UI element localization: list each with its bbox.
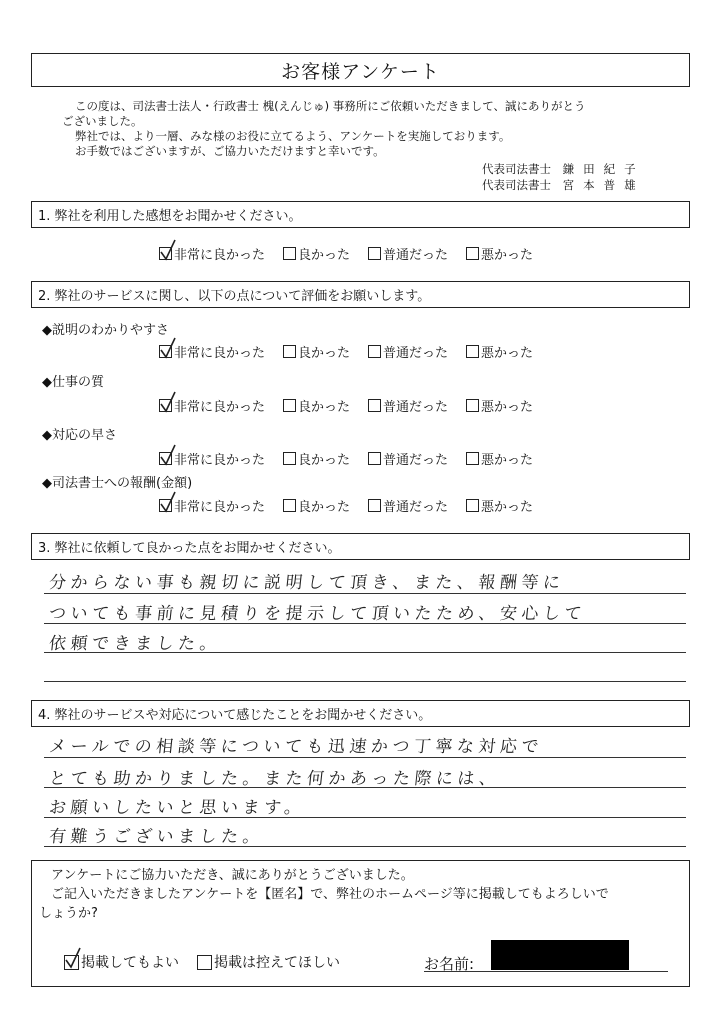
checkbox[interactable] [466, 399, 479, 412]
q2-item-3-options [159, 449, 551, 468]
option-label: 普通だった [383, 453, 449, 468]
checkbox[interactable] [368, 452, 381, 465]
option-bad[interactable] [466, 396, 533, 415]
option-label: 非常に良かった [174, 400, 266, 415]
q2-item-label: ◆対応の早さ [42, 428, 117, 443]
checkbox[interactable] [466, 499, 479, 512]
answer-rule [44, 757, 686, 758]
intro-line-1: この度は、司法書士法人・行政書士 槐(えんじゅ) 事務所にご依頼いただきまして、誠にありがとう [75, 99, 586, 113]
option-label: 良かった [298, 346, 351, 361]
option-label: 良かった [298, 500, 351, 515]
q2-item-2-options [159, 396, 551, 415]
option-average[interactable] [368, 496, 448, 515]
option-label: 非常に良かった [174, 500, 266, 515]
option-label: 悪かった [481, 500, 534, 515]
q4-answer-line: 有難うございました。 [48, 827, 266, 847]
consent-options [64, 952, 358, 972]
option-good[interactable] [283, 244, 350, 263]
footer-line-2: ご記入いただきましたアンケートを【匿名】で、弊社のホームページ等に掲載してもよろしいで [51, 887, 609, 902]
checkbox[interactable] [283, 452, 296, 465]
option-label: 普通だった [383, 248, 449, 263]
signatory-1 [482, 161, 645, 177]
q3-answer-line: ついても事前に見積りを提示して頂いたため、安心して [48, 604, 587, 624]
checkbox[interactable] [283, 247, 296, 260]
signatory-name: 鎌田紀子 [562, 162, 645, 176]
intro-line-4: お手数ではございますが、ご協力いただけますと幸いです。 [75, 144, 385, 158]
survey-title: お客様アンケート [31, 53, 690, 87]
q1-heading: 1. 弊社を利用した感想をお聞かせください。 [31, 201, 690, 228]
option-average[interactable] [368, 244, 448, 263]
option-good[interactable] [283, 496, 350, 515]
checkbox[interactable] [159, 452, 172, 465]
consent-decline[interactable] [197, 952, 340, 972]
checkbox[interactable] [283, 399, 296, 412]
checkbox[interactable] [368, 499, 381, 512]
checkbox[interactable] [64, 955, 79, 970]
option-label: 良かった [298, 400, 351, 415]
name-label: お名前: [424, 955, 475, 973]
q2-item-label: ◆仕事の質 [42, 375, 104, 390]
option-label: 良かった [298, 248, 351, 263]
checkbox[interactable] [466, 345, 479, 358]
checkbox[interactable] [159, 247, 172, 260]
option-bad[interactable] [466, 342, 533, 361]
q4-answer-line: お願いしたいと思います。 [48, 798, 307, 818]
intro-line-2: ございました。 [62, 114, 143, 128]
option-very-good[interactable] [159, 396, 265, 415]
option-average[interactable] [368, 342, 448, 361]
option-very-good[interactable] [159, 342, 265, 361]
q2-item-4-options [159, 496, 551, 515]
option-good[interactable] [283, 396, 350, 415]
answer-rule [44, 846, 686, 847]
redacted-name [491, 940, 629, 970]
option-good[interactable] [283, 342, 350, 361]
checkbox[interactable] [283, 499, 296, 512]
answer-rule [44, 623, 686, 624]
q2-heading: 2. 弊社のサービスに関し、以下の点について評価をお願いします。 [31, 281, 690, 308]
checkbox[interactable] [159, 399, 172, 412]
option-label: 悪かった [481, 453, 534, 468]
option-label: 非常に良かった [174, 346, 266, 361]
checkbox[interactable] [368, 399, 381, 412]
q3-heading: 3. 弊社に依頼して良かった点をお聞かせください。 [31, 533, 690, 560]
answer-rule [44, 787, 686, 788]
checkbox[interactable] [368, 247, 381, 260]
signatory-name: 宮本普雄 [562, 178, 645, 192]
signatory-role: 代表司法書士 [482, 162, 551, 176]
signatory-role: 代表司法書士 [482, 178, 551, 192]
answer-rule [44, 817, 686, 818]
option-label: 非常に良かった [174, 248, 266, 263]
checkbox[interactable] [466, 247, 479, 260]
option-bad[interactable] [466, 244, 533, 263]
q2-item-label: ◆説明のわかりやすさ [42, 323, 169, 338]
q2-item-1-options [159, 342, 551, 361]
option-good[interactable] [283, 449, 350, 468]
q4-heading: 4. 弊社のサービスや対応について感じたことをお聞かせください。 [31, 700, 690, 727]
option-label: 非常に良かった [174, 453, 266, 468]
answer-rule [44, 593, 686, 594]
option-label: 掲載してもよい [81, 955, 179, 971]
option-bad[interactable] [466, 449, 533, 468]
consent-allow[interactable] [64, 952, 179, 972]
intro-line-3: 弊社では、より一層、みな様のお役に立てるよう、アンケートを実施しております。 [75, 129, 511, 143]
checkbox[interactable] [466, 452, 479, 465]
checkbox[interactable] [159, 499, 172, 512]
option-very-good[interactable] [159, 449, 265, 468]
option-label: 普通だった [383, 346, 449, 361]
footer-line-3: しょうか? [39, 906, 98, 921]
q1-options [159, 244, 551, 263]
name-underline [424, 971, 668, 972]
option-average[interactable] [368, 396, 448, 415]
option-label: 悪かった [481, 346, 534, 361]
answer-rule [44, 652, 686, 653]
option-label: 普通だった [383, 400, 449, 415]
checkbox[interactable] [159, 345, 172, 358]
option-very-good[interactable] [159, 496, 265, 515]
signatory-2 [482, 177, 645, 193]
option-label: 普通だった [383, 500, 449, 515]
checkbox[interactable] [197, 955, 212, 970]
footer-line-1: アンケートにご協力いただき、誠にありがとうございました。 [51, 868, 414, 883]
option-very-good[interactable] [159, 244, 265, 263]
q3-answer-line: 分からない事も親切に説明して頂き、また、報酬等に [48, 573, 566, 593]
q3-answer-line: 依頼できました。 [48, 634, 223, 654]
q2-item-label: ◆司法書士への報酬(金額) [42, 476, 193, 491]
option-label: 悪かった [481, 400, 534, 415]
answer-rule [44, 681, 686, 682]
option-label: 悪かった [481, 248, 534, 263]
q4-answer-line: とても助かりました。また何かあった際には、 [48, 769, 502, 789]
q4-answer-line: メールでの相談等についても迅速かつ丁寧な対応で [48, 737, 544, 757]
option-label: 掲載は控えてほしい [214, 955, 340, 971]
option-average[interactable] [368, 449, 448, 468]
option-label: 良かった [298, 453, 351, 468]
checkbox[interactable] [368, 345, 381, 358]
checkbox[interactable] [283, 345, 296, 358]
option-bad[interactable] [466, 496, 533, 515]
